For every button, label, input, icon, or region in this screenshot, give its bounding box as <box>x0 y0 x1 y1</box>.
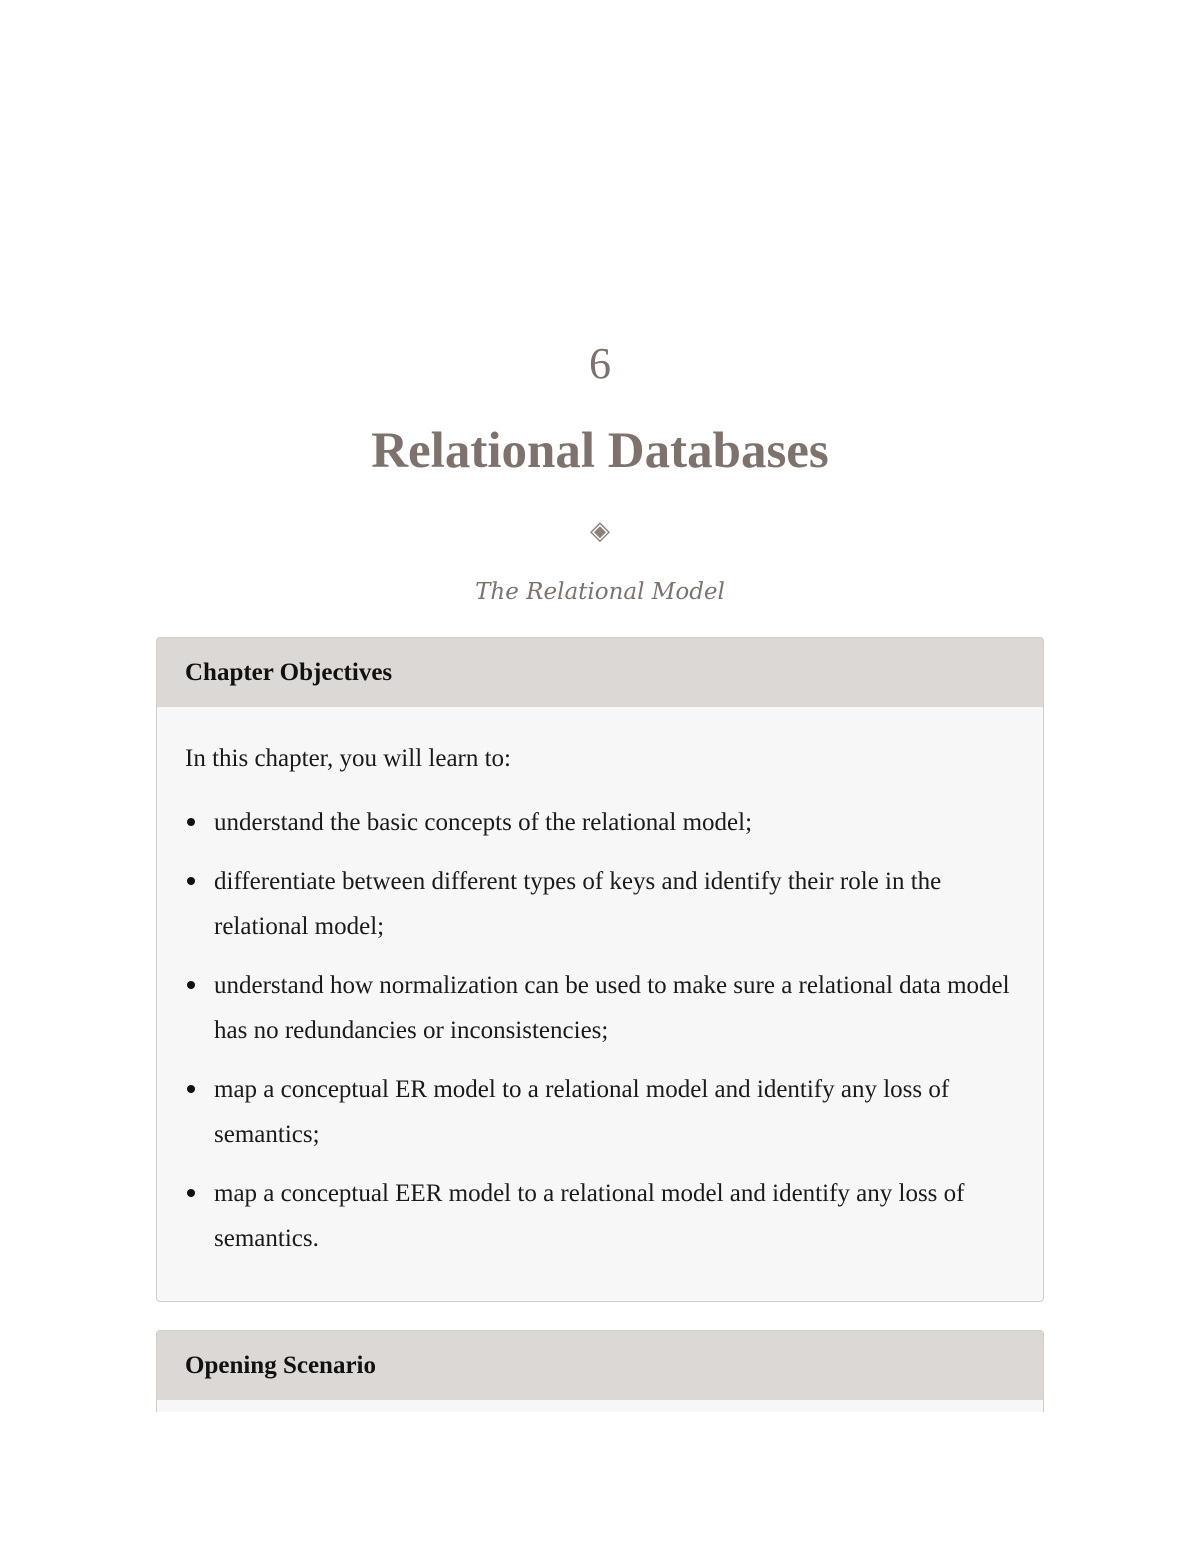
objective-item <box>185 963 1015 1053</box>
objective-item <box>185 800 1015 845</box>
objective-item <box>185 1067 1015 1157</box>
bullet-icon <box>187 1189 195 1197</box>
objective-text: understand the basic concepts of the relational model; <box>214 809 753 836</box>
bullet-icon <box>187 981 195 989</box>
objective-text: map a conceptual EER model to a relational model and identify any loss of semantics. <box>214 1180 965 1252</box>
diamond-ornament-icon: ◈ <box>590 516 610 546</box>
objectives-intro: In this chapter, you will learn to: <box>185 745 512 772</box>
bullet-icon <box>187 1085 195 1093</box>
objective-item <box>185 1171 1015 1261</box>
objective-item <box>185 859 1015 949</box>
objective-text: differentiate between different types of keys and identify their role in the relational model; <box>214 868 942 940</box>
chapter-objectives-body <box>157 707 1043 1261</box>
objective-text: understand how normalization can be used to make sure a relational data model has no redundancies or inconsistencies; <box>214 972 1010 1044</box>
chapter-objectives-box <box>156 637 1044 1302</box>
opening-scenario-box <box>156 1330 1044 1412</box>
chapter-number: 6 <box>589 339 611 388</box>
bullet-icon <box>187 818 195 826</box>
objective-text: map a conceptual ER model to a relational model and identify any loss of semantics; <box>214 1076 950 1148</box>
chapter-objectives-heading: Chapter Objectives <box>157 638 1043 707</box>
chapter-subtitle: The Relational Model <box>475 579 725 605</box>
bullet-icon <box>187 877 195 885</box>
objectives-list <box>185 800 1015 1261</box>
chapter-title: Relational Databases <box>371 423 829 479</box>
opening-scenario-heading: Opening Scenario <box>157 1331 1043 1400</box>
